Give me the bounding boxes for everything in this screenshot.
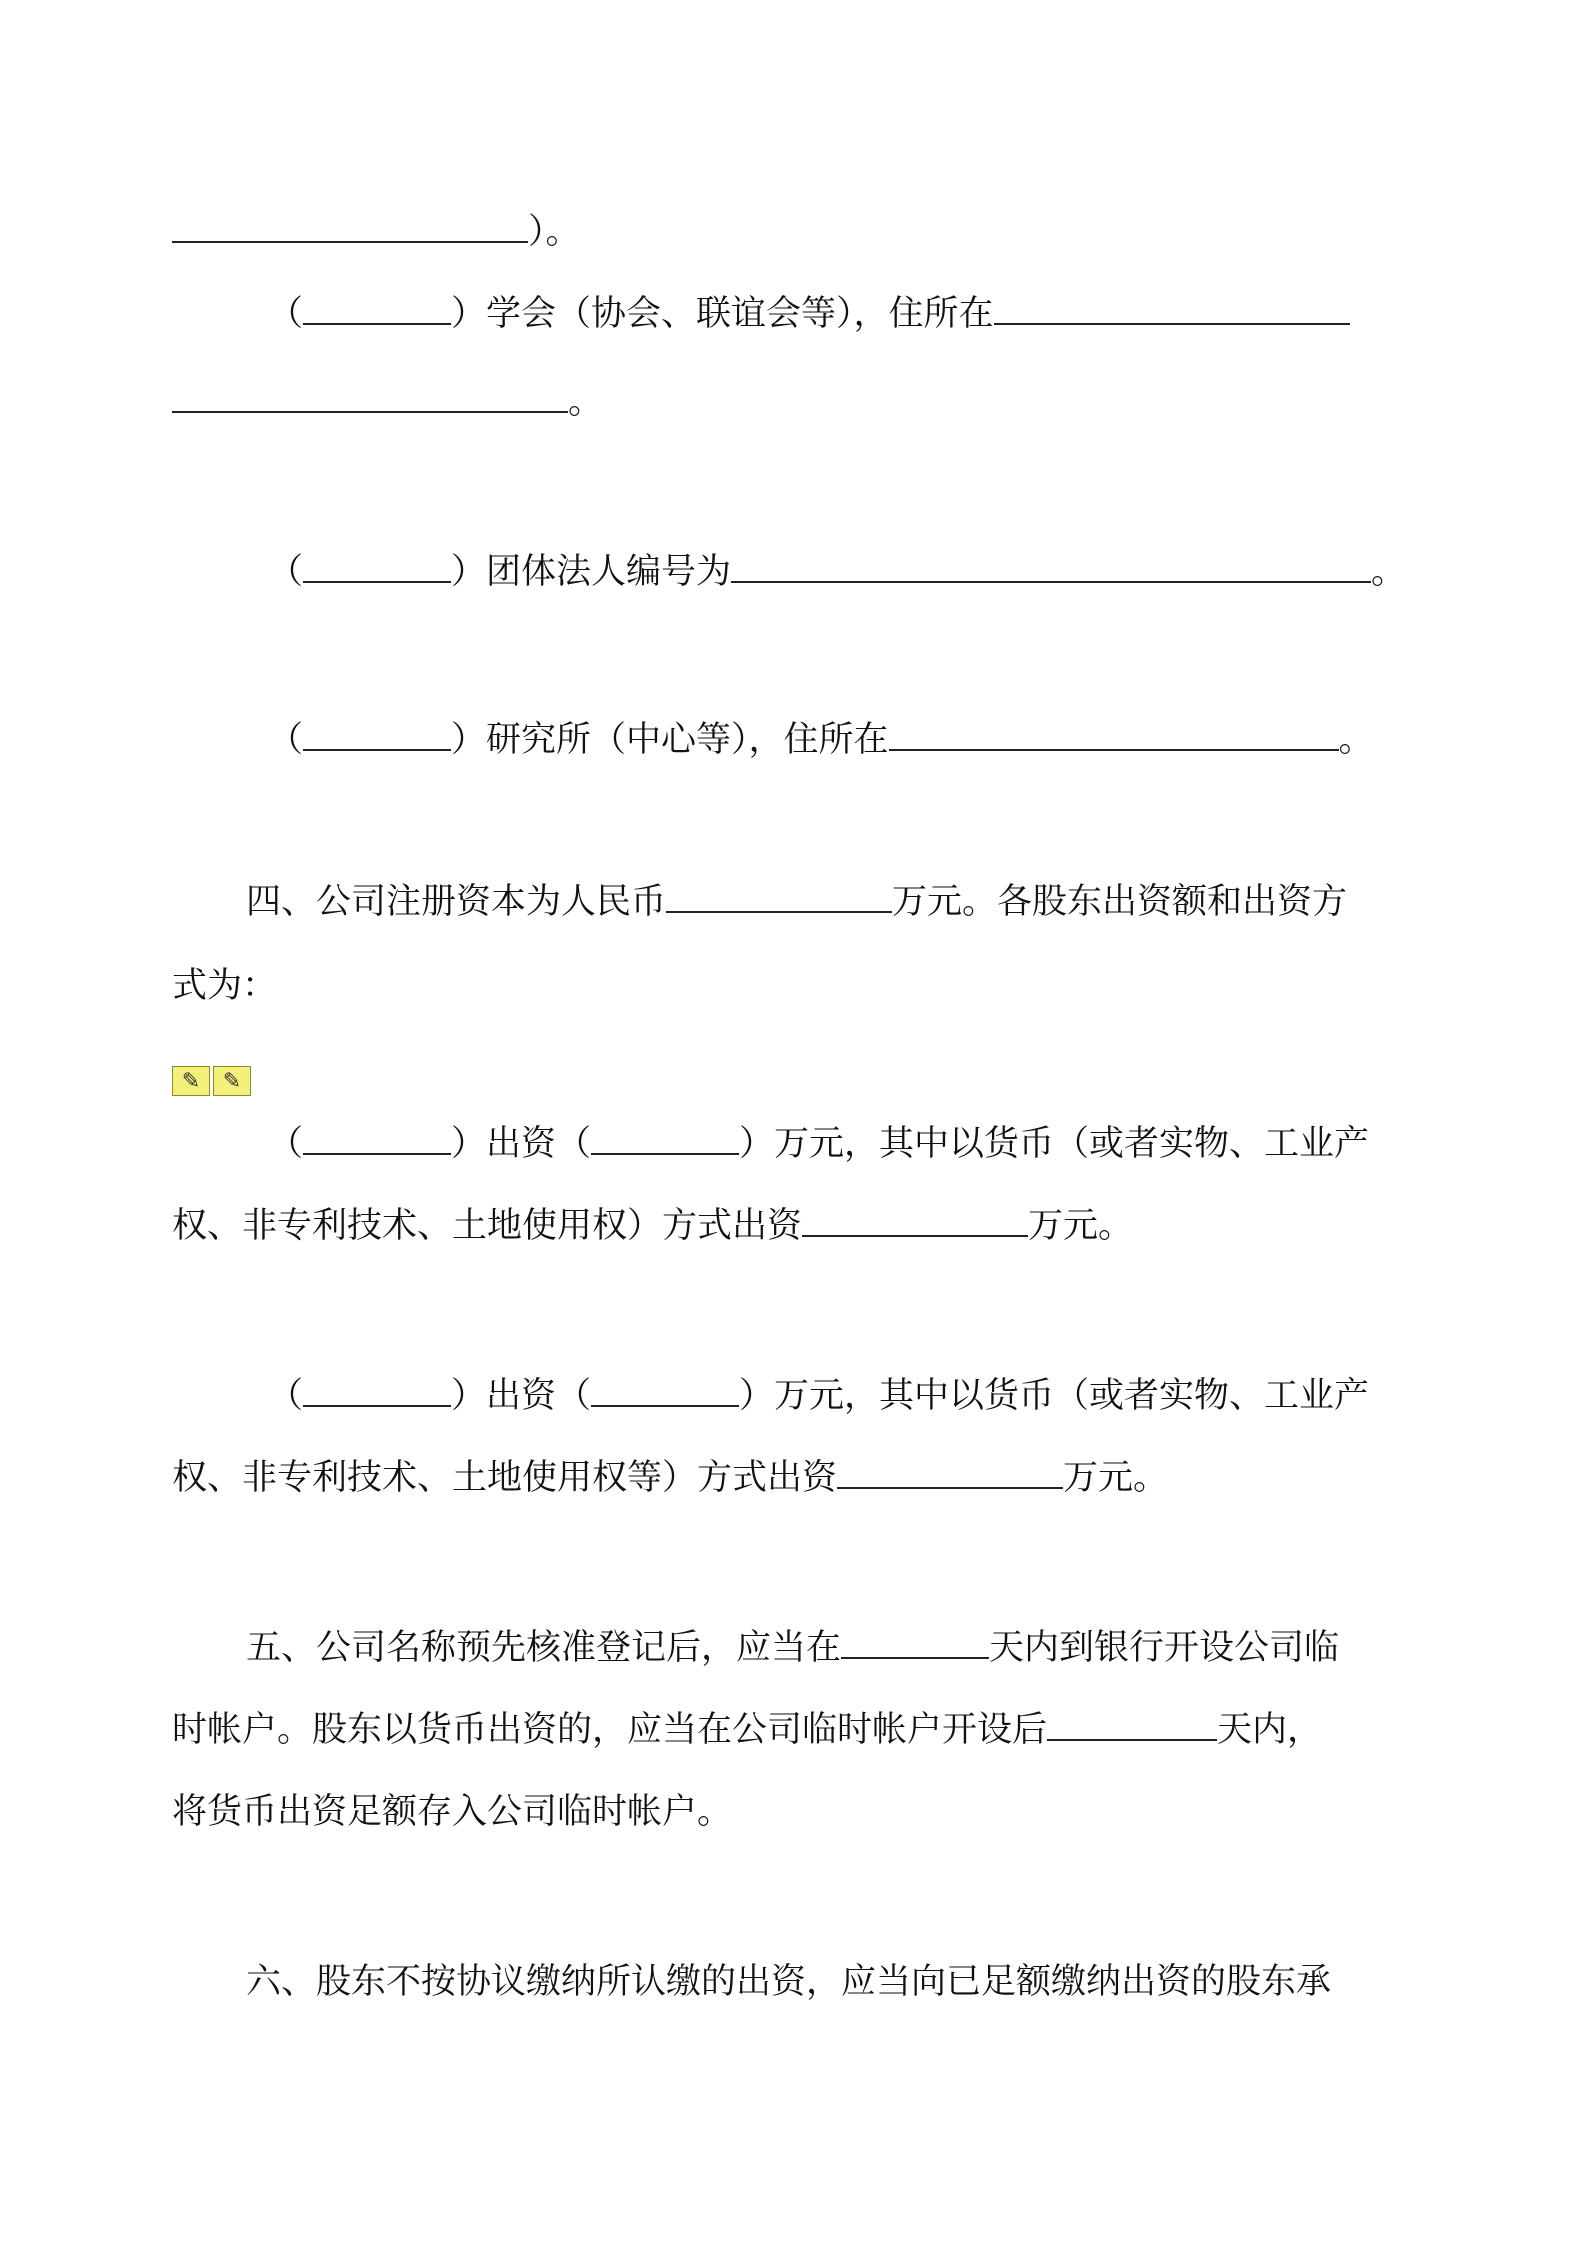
text-fragment: 权、非专利技术、土地使用权等）方式出资	[172, 1458, 838, 1498]
text-fragment: （	[268, 552, 304, 592]
fill-blank[interactable]	[889, 719, 1339, 751]
fill-blank[interactable]	[994, 293, 1350, 325]
text-fragment: 万元。各股东出资额和出资方	[892, 882, 1348, 922]
text-fragment: 。	[568, 382, 604, 422]
text-line	[172, 1788, 732, 1836]
text-line	[246, 878, 1347, 926]
fill-blank[interactable]	[303, 551, 451, 583]
fill-blank[interactable]	[172, 381, 568, 413]
fill-blank[interactable]	[303, 1375, 451, 1407]
text-fragment: ）团体法人编号为	[451, 552, 732, 592]
text-fragment: ）研究所（中心等），住所在	[451, 720, 889, 760]
text-line	[172, 1202, 1133, 1250]
fill-blank[interactable]	[802, 1205, 1028, 1237]
text-line	[172, 962, 277, 1010]
text-fragment: （	[268, 720, 304, 760]
text-fragment: ）。	[528, 212, 581, 252]
fill-blank[interactable]	[1047, 1709, 1217, 1741]
fill-blank[interactable]	[172, 211, 528, 243]
text-fragment: ）万元，其中以货币（或者实物、工业产	[739, 1124, 1370, 1164]
text-fragment: 四、公司注册资本为人民币	[246, 882, 667, 922]
text-fragment: ）学会（协会、联谊会等），住所在	[451, 294, 994, 334]
text-fragment: （	[268, 1124, 304, 1164]
text-line	[172, 1706, 1322, 1754]
fill-blank[interactable]	[303, 1123, 451, 1155]
text-fragment: 时帐户。股东以货币出资的，应当在公司临时帐户开设后	[172, 1710, 1048, 1750]
edit-icon[interactable]: ✎	[213, 1066, 251, 1096]
text-fragment: （	[268, 1376, 304, 1416]
text-line	[172, 378, 603, 426]
text-fragment: 天内到银行开设公司临	[989, 1628, 1340, 1668]
text-fragment: 。	[1338, 720, 1374, 760]
text-fragment: 天内，	[1217, 1710, 1323, 1750]
fill-blank[interactable]	[666, 881, 892, 913]
text-fragment: 。	[1371, 552, 1407, 592]
text-line	[268, 1372, 1369, 1420]
fill-blank[interactable]	[591, 1375, 739, 1407]
text-line	[268, 548, 1406, 596]
fill-blank[interactable]	[591, 1123, 739, 1155]
text-fragment: 式为：	[172, 966, 278, 1006]
fill-blank[interactable]	[841, 1627, 989, 1659]
text-fragment: 六、股东不按协议缴纳所认缴的出资，应当向已足额缴纳出资的股东承	[246, 1962, 1332, 2002]
text-line	[172, 208, 581, 256]
text-fragment: 权、非专利技术、土地使用权）方式出资	[172, 1206, 803, 1246]
edit-icon[interactable]: ✎	[172, 1066, 210, 1096]
text-fragment: （	[268, 294, 304, 334]
text-line	[246, 1958, 1331, 2006]
fill-blank[interactable]	[303, 719, 451, 751]
text-fragment: 将货币出资足额存入公司临时帐户。	[172, 1792, 733, 1832]
text-line	[268, 290, 1350, 338]
text-fragment: 万元。	[1063, 1458, 1169, 1498]
fill-blank[interactable]	[731, 551, 1371, 583]
text-fragment: ）万元，其中以货币（或者实物、工业产	[739, 1376, 1370, 1416]
text-fragment: ）出资（	[451, 1124, 592, 1164]
text-line	[246, 1624, 1339, 1672]
text-fragment: ）出资（	[451, 1376, 592, 1416]
fill-blank[interactable]	[303, 293, 451, 325]
text-line	[268, 716, 1374, 764]
text-fragment: 万元。	[1028, 1206, 1134, 1246]
comment-icons	[172, 1066, 251, 1096]
fill-blank[interactable]	[837, 1457, 1063, 1489]
text-fragment: 五、公司名称预先核准登记后，应当在	[246, 1628, 842, 1668]
text-line	[172, 1454, 1168, 1502]
text-line	[268, 1120, 1369, 1168]
